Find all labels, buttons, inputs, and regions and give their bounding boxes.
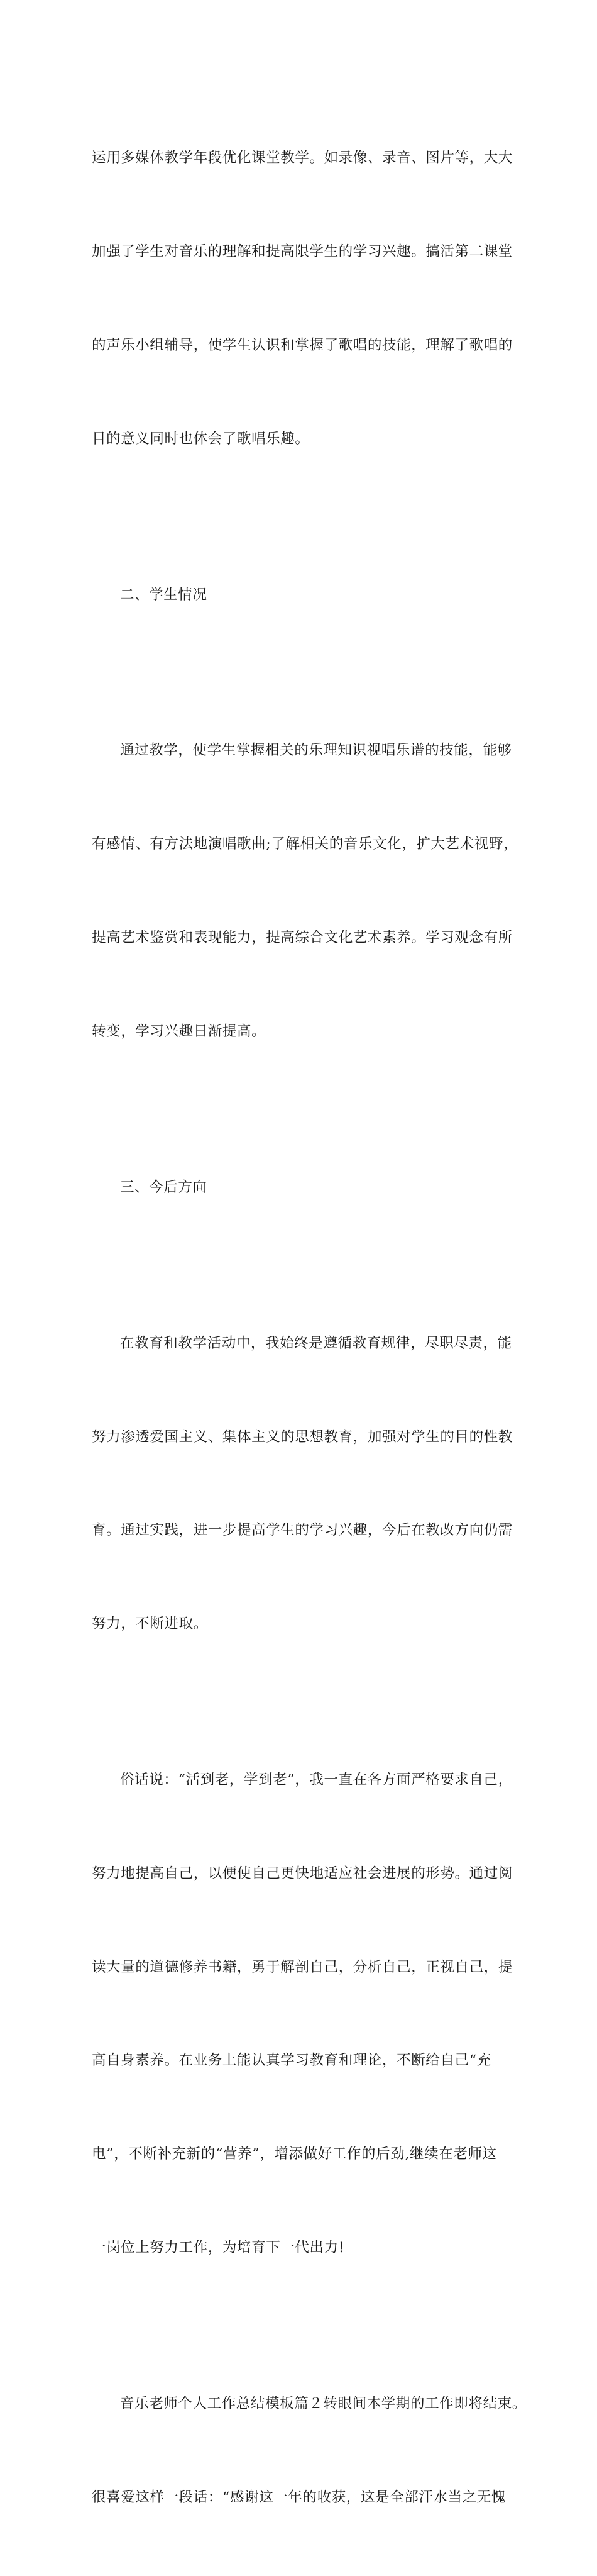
text-line: 高自身素养。在业务上能认真学习教育和理论，不断给自己“充 xyxy=(92,2052,491,2069)
section-heading-student-situation xyxy=(92,517,519,673)
text-line: 一岗位上努力工作，为培育下一代出力! xyxy=(92,2239,345,2256)
heading-text: 二、学生情况 xyxy=(120,586,207,603)
text-line: 的声乐小组辅导，使学生认识和掌握了歌唱的技能，理解了歌唱的 xyxy=(92,336,513,353)
document-body xyxy=(92,80,527,2576)
paragraph-future-direction xyxy=(92,1266,519,1702)
text-line: 有感情、有方法地演唱歌曲;了解相关的音乐文化，扩大艺术视野， xyxy=(92,836,518,853)
text-line: 加强了学生对音乐的理解和提高限学生的学习兴趣。搞活第二课堂 xyxy=(92,243,513,260)
paragraph-self-improvement xyxy=(92,1702,519,2326)
text-line: 运用多媒体教学年段优化课堂教学。如录像、录音、图片等，大大 xyxy=(92,150,513,167)
text-line: 努力渗透爱国主义、集体主义的思想教育，加强对学生的目的性教 xyxy=(92,1428,513,1445)
text-line: 读大量的道德修养书籍，勇于解剖自己，分析自己，正视自己，提 xyxy=(92,1958,513,1975)
text-line: 努力，不断进取。 xyxy=(92,1616,208,1633)
text-line: 育。通过实践，进一步提高学生的学习兴趣，今后在教改方向仍需 xyxy=(92,1522,513,1539)
text-line: 电”，不断补充新的“营养”，增添做好工作的后劲,继续在老师这 xyxy=(92,2146,497,2163)
text-line: 目的意义同时也体会了歌唱乐趣。 xyxy=(92,430,310,447)
text-line: 俗话说：“活到老，学到老”，我一直在各方面严格要求自己， xyxy=(120,1772,513,1789)
text-line: 很喜爱这样一段话：“感谢这一年的收获，这是全部汗水当之无愧 xyxy=(92,2489,506,2506)
section-heading-future-direction xyxy=(92,1110,519,1266)
paragraph-student-situation xyxy=(92,673,519,1109)
text-line: 转变，学习兴趣日渐提高。 xyxy=(92,1023,266,1040)
text-line: 在教育和教学活动中，我始终是遵循教育规律，尽职尽责，能 xyxy=(120,1335,512,1352)
paragraph-template-2-intro xyxy=(92,2326,527,2576)
heading-text: 三、今后方向 xyxy=(120,1179,207,1196)
text-line: 通过教学，使学生掌握相关的乐理知识视唱乐谱的技能，能够 xyxy=(120,742,512,759)
text-line: 音乐老师个人工作总结模板篇２转眼间本学期的工作即将结束。 xyxy=(120,2395,527,2412)
paragraph-teaching-methods xyxy=(92,80,519,517)
text-line: 提高艺术鉴赏和表现能力，提高综合文化艺术素养。学习观念有所 xyxy=(92,930,513,947)
text-line: 努力地提高自己，以便使自己更快地适应社会进展的形势。通过阅 xyxy=(92,1865,513,1882)
